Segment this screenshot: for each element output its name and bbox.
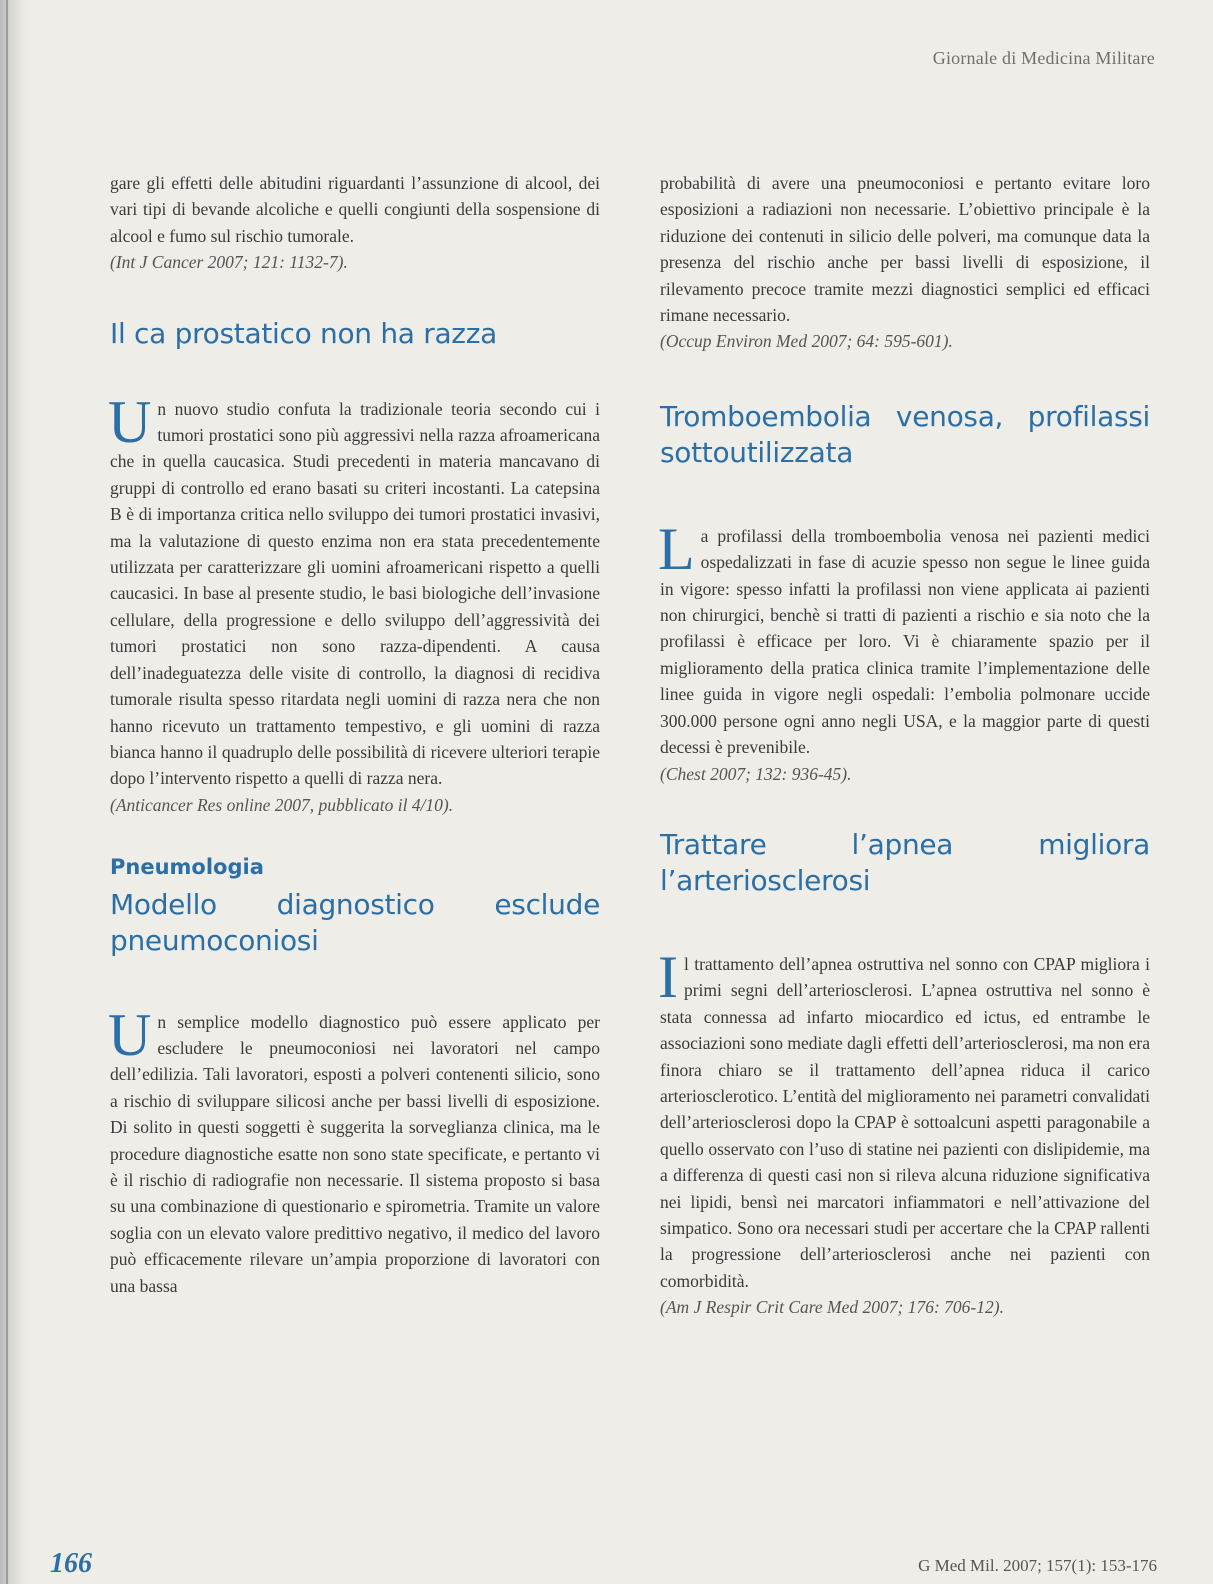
article-body-prostate: [108, 388, 600, 792]
article-body-prostate-text: n nuovo studio confuta la tradizionale teoria secondo cui i tumori prostatici sono più aggressivi nella razza afroamericana che in quella caucasica. Studi precedenti in materia mancavano di gruppi di controllo ed erano basati su criteri incostanti. La catepsina B è di importanza critica nello sviluppo dei tumori prostatici invasivi, ma la valutazione di questo enzima non era stata precedentemente utilizzata per caratterizzare gli uomini afroamericani rispetto a quelli caucasici. In base al presente studio, le basi biologiche dell’invasione cellulare, della progressione e dello sviluppo dell’aggressività dei tumori prostatici non sono razza-dipendenti. A causa dell’inadeguatezza delle visite di controllo, la diagnosi di recidiva tumorale risulta spesso ritardata negli uomini di razza nera che non hanno ricevuto un trattamento tempestivo, e gli uomini di razza bianca hanno il quadruplo delle possibilità di ricevere ulteriori terapie dopo l’intervento rispetto a quelli di razza nera.: [110, 398, 600, 789]
right-column: [660, 170, 1150, 1321]
drop-cap: U: [108, 1001, 152, 1068]
article-body-pneumoconiosi: [108, 1001, 600, 1299]
continuation-paragraph: probabilità di avere una pneumoconiosi e pertanto evitare loro esposizioni a radiazioni non necessarie. L’obiettivo principale è la riduzione dei contenuti in silicio delle polveri, ma comunque data la presenza del rischio anche per bassi livelli di esposizione, il rilevamento precoce tramite mezzi diagnostici semplici ed efficaci rimane necessario.: [660, 173, 1150, 326]
left-column: [110, 170, 600, 1299]
footer-journal-citation: G Med Mil. 2007; 157(1): 153-176: [918, 1556, 1157, 1575]
section-label-pneumologia: Pneumologia: [110, 855, 264, 880]
continuation-citation: (Occup Environ Med 2007; 64: 595-601).: [660, 331, 953, 352]
article-title-pneumoconiosi: Modello diagnostico esclude pneumoconiosi: [110, 887, 600, 957]
journal-title: Giornale di Medicina Militare: [932, 48, 1155, 68]
drop-cap: U: [108, 388, 152, 455]
article-body-apnea: [658, 943, 1150, 1294]
article-citation-apnea: (Am J Respir Crit Care Med 2007; 176: 706-12).: [660, 1297, 1004, 1318]
page-spine-shadow: [0, 0, 30, 1584]
article-title-apnea: Trattare l’apnea migliora l’arteriosclerosi: [660, 827, 1150, 897]
spine-line: [6, 0, 8, 1584]
article-title-tromboembolia: Tromboembolia venosa, profilassi sottoutilizzata: [660, 399, 1150, 469]
article-citation-prostate: (Anticancer Res online 2007, pubblicato il 4/10).: [110, 794, 454, 815]
intro-citation: (Int J Cancer 2007; 121: 1132-7).: [110, 252, 348, 273]
page-number: 166: [50, 1548, 92, 1579]
article-body-apnea-text: l trattamento dell’apnea ostruttiva nel sonno con CPAP migliora i primi segni dell’arteriosclerosi. L’apnea ostruttiva nel sonno è stata connessa ad infarto miocardico ed ictus, ed entrambe le associazioni sono mediate dagli effetti dell’arteriosclerosi, ma non era finora chiaro se il trattamento dell’apnea riduca il carico arteriosclerotico. L’entità del miglioramento nei parametri convalidati dell’arteriosclerosi dopo la CPAP è sottoalcuni aspetti paragonabile a quello osservato con l’uso di statine nei pazienti con dislipidemie, ma a differenza di questi casi non si rileva alcuna riduzione significativa nei lipidi, bensì nei marcatori infiammatori e nell’attivazione del simpatico. Sono ora necessari studi per accertare che la CPAP rallenti la progressione dell’arteriosclerosi anche nei pazienti con comorbidità.: [660, 953, 1150, 1291]
article-title-prostate: Il ca prostatico non ha razza: [110, 316, 497, 350]
article-body-tromboembolia-text: a profilassi della tromboembolia venosa nei pazienti medici ospedalizzati in fase di acuzie spesso non segue le linee guida in vigore: spesso infatti la profilassi non viene applicata ai pazienti non chirurgici, benchè si tratti di pazienti a rischio e sia noto che la profilassi è efficace per loro. Vi è chiaramente spazio per il miglioramento della pratica clinica tramite l’implementazione delle linee guida in vigore negli ospedali: l’embolia polmonare uccide 300.000 persone ogni anno negli USA, e la maggior parte di questi decessi è prevenibile.: [660, 525, 1150, 758]
intro-paragraph: gare gli effetti delle abitudini riguardanti l’assunzione di alcool, dei vari tipi di bevande alcoliche e quelli congiunti della sospensione di alcool e fumo sul rischio tumorale.: [110, 173, 600, 246]
drop-cap: I: [658, 943, 678, 1010]
drop-cap: L: [658, 515, 695, 582]
article-citation-tromboembolia: (Chest 2007; 132: 936-45).: [660, 763, 852, 784]
article-body-tromboembolia: [658, 515, 1150, 761]
article-body-pneumoconiosi-text: n semplice modello diagnostico può essere applicato per escludere le pneumoconiosi nei lavoratori nel campo dell’edilizia. Tali lavoratori, esposti a polveri contenenti silicio, sono a rischio di sviluppare silicosi anche per bassi livelli di esposizione. Di solito in questi soggetti è suggerita la sorveglianza clinica, ma le procedure diagnostiche esatte non sono state specificate, e pertanto vi è il rischio di radiografie non necessarie. Il sistema proposto si basa su una combinazione di questionario e spirometria. Tramite un valore soglia con un elevato valore predittivo negativo, il medico del lavoro può efficacemente rilevare un’ampia proporzione di lavoratori con una bassa: [110, 1011, 600, 1296]
